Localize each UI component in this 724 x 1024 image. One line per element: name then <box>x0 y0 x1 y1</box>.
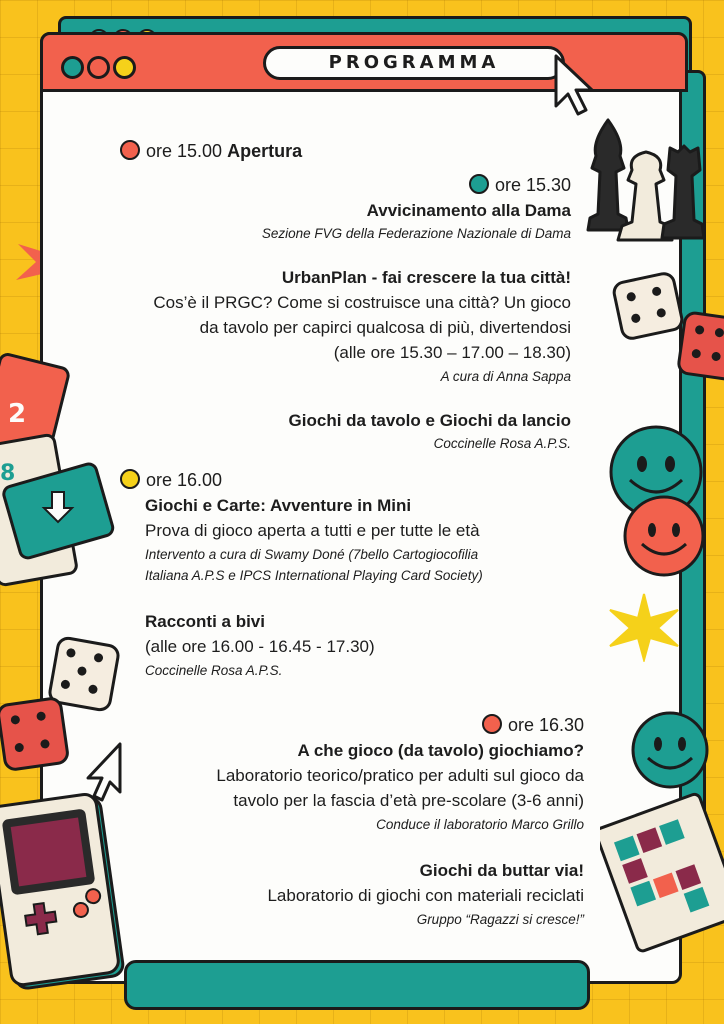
playing-card-icon <box>0 350 120 600</box>
svg-text:2: 2 <box>8 399 27 429</box>
time-apertura: ore 15.00 Apertura <box>120 140 302 162</box>
time-1630: ore 16.30 <box>482 714 584 736</box>
event-title: UrbanPlan - fai crescere la tua città! <box>281 268 571 287</box>
event-title: Giochi da buttar via! <box>419 861 584 880</box>
event-description: Laboratorio teorico/pratico per adulti sul gioco da <box>216 766 584 785</box>
event-description: da tavolo per capirci qualcosa di più, divertendosi <box>199 318 571 337</box>
apertura-label: Apertura <box>227 141 303 161</box>
yellow-dot-icon <box>120 469 140 489</box>
page-title: PROGRAMMA <box>263 46 565 80</box>
teal-dot-icon <box>469 174 489 194</box>
svg-text:8: 8 <box>0 461 16 486</box>
dice-icon <box>0 696 70 773</box>
red-dot-icon <box>120 140 140 160</box>
board-game-icon <box>600 790 724 960</box>
time-1600: ore 16.00 <box>120 469 222 491</box>
event-organizer: Gruppo “Ragazzi si cresce!” <box>416 912 584 927</box>
event-title: Giochi da tavolo e Giochi da lancio <box>288 411 571 430</box>
smiley-face-icon <box>630 710 710 790</box>
chess-pieces-icon <box>580 112 710 247</box>
event-organizer: Sezione FVG della Federazione Nazionale di Dama <box>261 226 571 241</box>
event-organizer: Coccinelle Rosa A.P.S. <box>433 436 571 451</box>
sparkle-star-icon <box>606 592 682 662</box>
event-description: tavolo per la fascia d’età pre-scolare (3-6 anni) <box>233 791 584 810</box>
cursor-arrow-icon <box>550 52 594 118</box>
footer-bar <box>124 960 590 1010</box>
dice-icon <box>676 310 724 382</box>
smiley-face-icon <box>622 494 706 578</box>
event-organizer: Italiana A.P.S e IPCS International Playing Card Society) <box>145 568 483 583</box>
event-description: Prova di gioco aperta a tutti e per tutte le età <box>145 521 480 540</box>
red-dot-icon <box>482 714 502 734</box>
event-organizer: Conduce il laboratorio Marco Grillo <box>376 817 584 832</box>
handheld-console-icon <box>0 790 130 995</box>
event-title: Racconti a bivi <box>145 612 265 631</box>
event-description: (alle ore 15.30 – 17.00 – 18.30) <box>333 343 571 362</box>
event-description: Cos’è il PRGC? Come si costruisce una città? Un gioco <box>153 293 571 312</box>
time-1530: ore 15.30 <box>469 174 571 196</box>
event-title: Avvicinamento alla Dama <box>366 201 571 220</box>
event-organizer: A cura di Anna Sappa <box>440 369 571 384</box>
event-organizer: Coccinelle Rosa A.P.S. <box>145 663 283 678</box>
event-description: Laboratorio di giochi con materiali reciclati <box>267 886 584 905</box>
event-title: Giochi e Carte: Avventure in Mini <box>145 496 412 515</box>
event-title: A che gioco (da tavolo) giochiamo? <box>297 741 584 760</box>
event-organizer: Intervento a cura di Swamy Doné (7bello Cartogiocofilia <box>145 547 479 562</box>
event-description: (alle ore 16.00 - 16.45 - 17.30) <box>145 637 375 656</box>
